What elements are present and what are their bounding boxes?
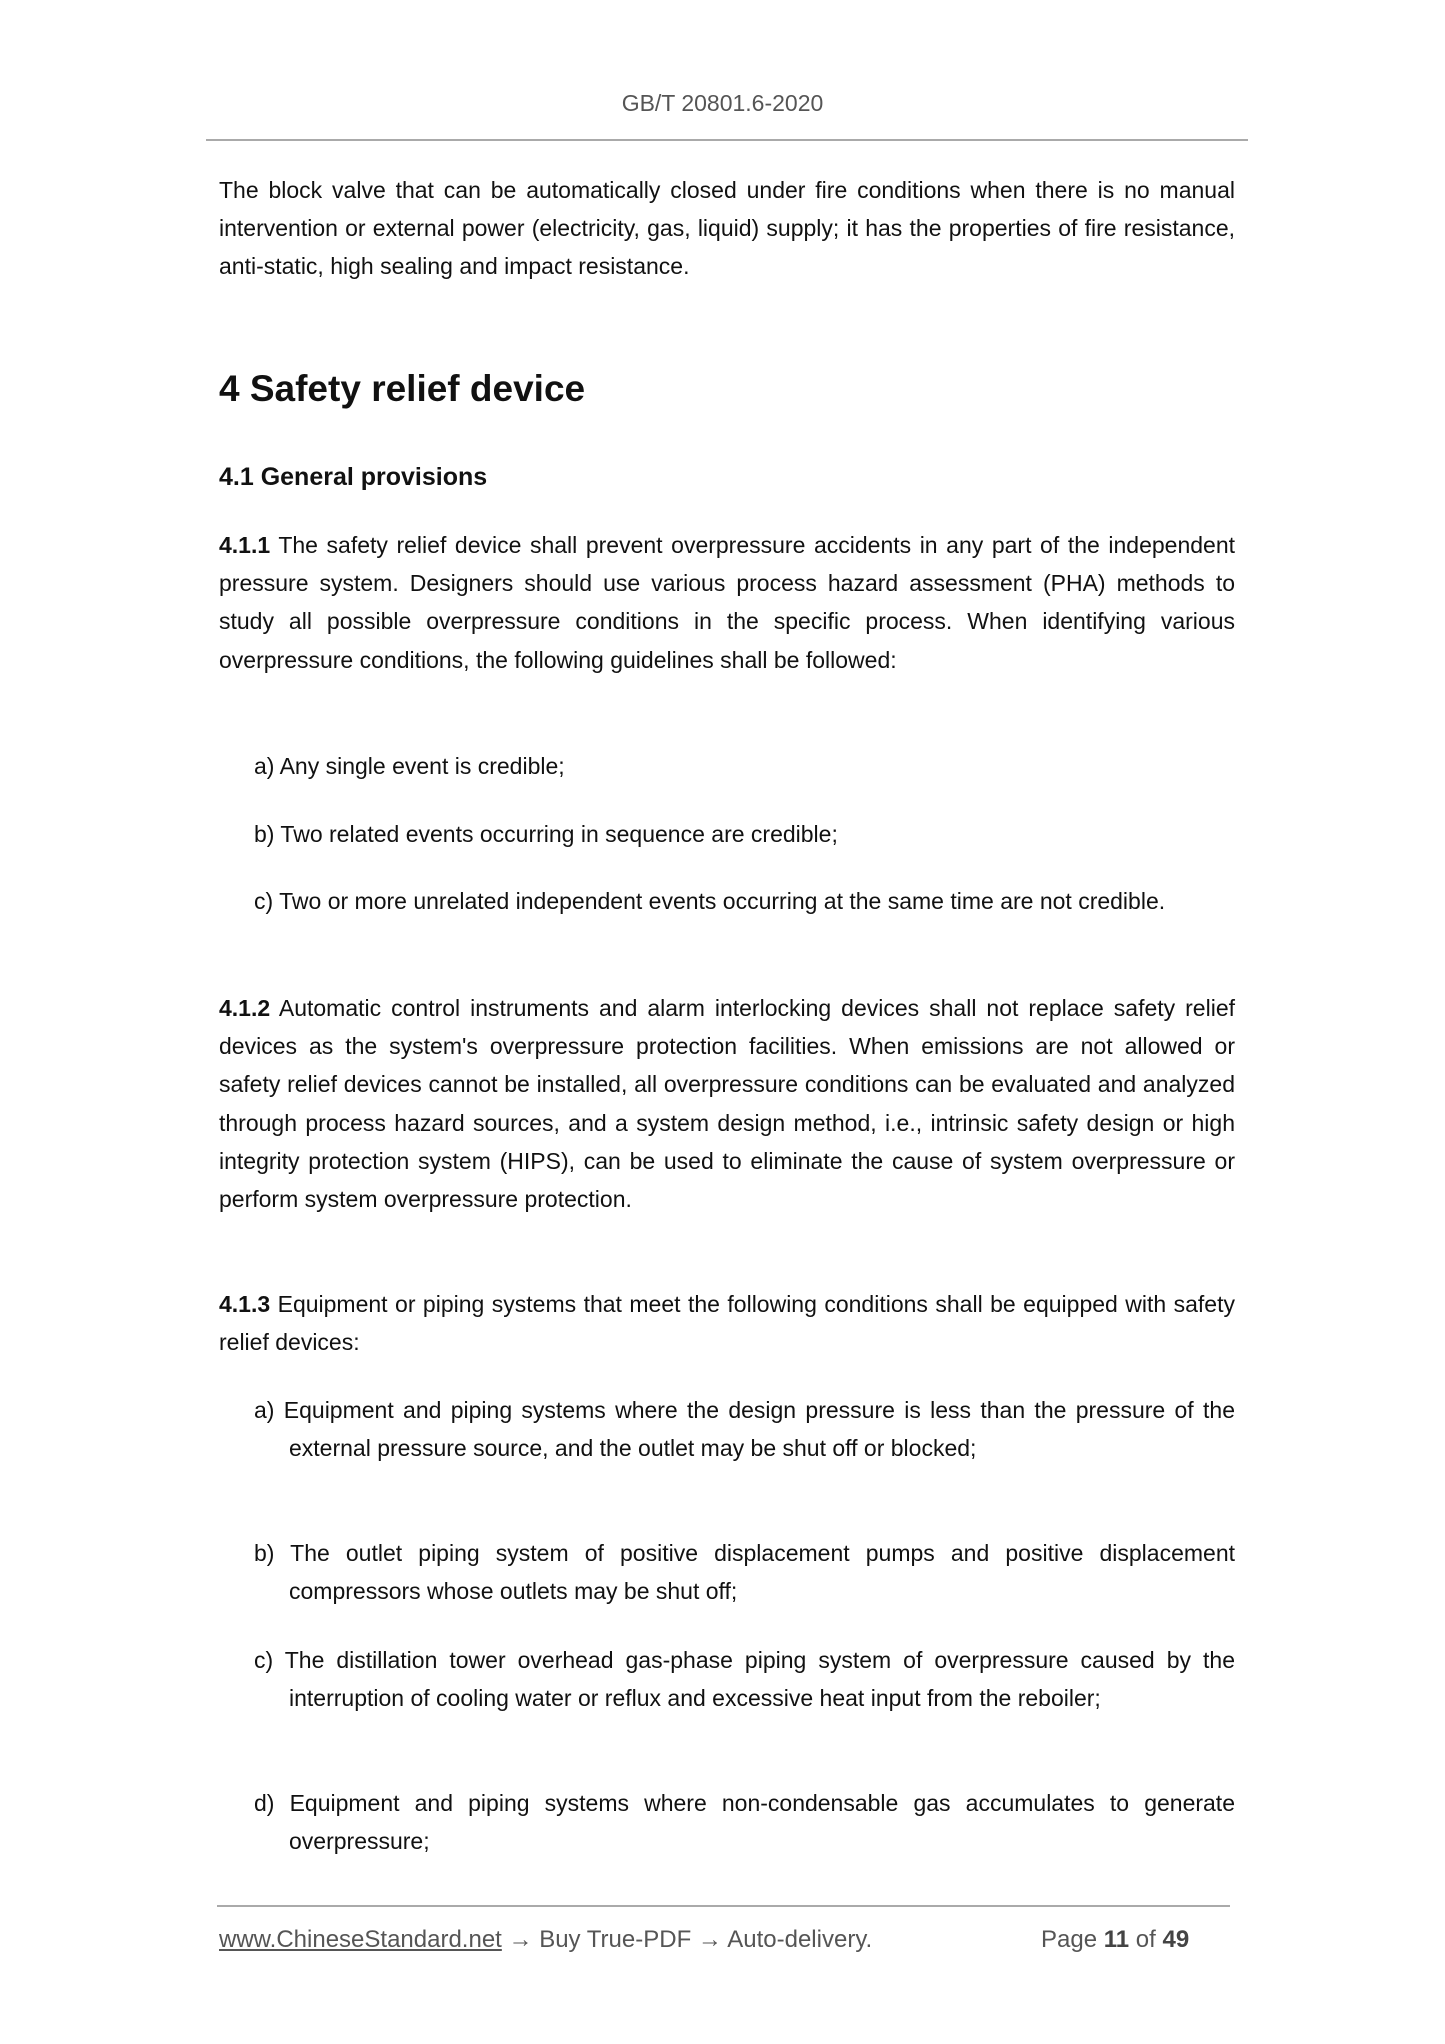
header-divider xyxy=(206,139,1248,141)
list-item: b) Two related events occurring in sequence are credible; xyxy=(254,821,838,847)
total-pages: 49 xyxy=(1162,1926,1190,1953)
list-item: c) The distillation tower overhead gas-phase piping system of overpressure caused by the interruption of cooling water or reflux and excessive heat input from the reboiler; xyxy=(254,1647,1235,1712)
arrow-icon: → xyxy=(508,1926,533,1953)
list-item: a) Any single event is credible; xyxy=(254,753,565,779)
clause-4-1-2 xyxy=(219,989,1235,1218)
list-item: d) Equipment and piping systems where non-condensable gas accumulates to generate overpressure; xyxy=(254,1790,1235,1855)
clause-number: 4.1.2 xyxy=(219,995,271,1021)
document-header: GB/T 20801.6-2020 xyxy=(621,90,824,116)
list-item: b) The outlet piping system of positive displacement pumps and positive displacement compressors whose outlets may be shut off; xyxy=(254,1540,1235,1605)
clause-4-1-3 xyxy=(219,1285,1235,1361)
clause-4-1-1 xyxy=(219,526,1235,679)
subsection-heading: 4.1 General provisions xyxy=(219,463,488,491)
section-heading: 4 Safety relief device xyxy=(219,368,586,409)
clause-number: 4.1.3 xyxy=(219,1291,271,1317)
list-item: a) Equipment and piping systems where the design pressure is less than the pressure of the external pressure source, and the outlet may be shut off or blocked; xyxy=(254,1397,1235,1462)
arrow-icon: → xyxy=(697,1926,722,1953)
footer-divider xyxy=(217,1905,1230,1907)
intro-paragraph: The block valve that can be automatically closed under fire conditions when there is no manual intervention or external power (electricity, gas, liquid) supply; it has the properties of fire resistance, anti-static, high sealing and impact resistance. xyxy=(219,177,1235,280)
page-label: Page xyxy=(1041,1926,1098,1953)
clause-text: Equipment or piping systems that meet the following conditions shall be equipped with safety relief devices: xyxy=(219,1291,1235,1356)
clause-number: 4.1.1 xyxy=(219,532,271,558)
website-link[interactable]: www.ChineseStandard.net xyxy=(219,1926,502,1953)
page-number xyxy=(1041,1926,1189,1954)
clause-text: The safety relief device shall prevent overpressure accidents in any part of the independent pressure system. Designers should use various process hazard assessment (PHA) methods to study all possible overpressure conditions in the specific process. When identifying various overpressure conditions, the following guidelines shall be followed: xyxy=(219,532,1235,673)
of-label: of xyxy=(1135,1926,1156,1953)
current-page: 11 xyxy=(1103,1926,1130,1953)
footer-promo xyxy=(219,1926,872,1954)
clause-text: Automatic control instruments and alarm interlocking devices shall not replace safety relief devices as the system's overpressure protection facilities. When emissions are not allowed or safety relief devices cannot be installed, all overpressure conditions can be evaluated and analyzed through process hazard sources, and a system design method, i.e., intrinsic safety design or high integrity protection system (HIPS), can be used to eliminate the cause of system overpressure or perform system overpressure protection. xyxy=(219,995,1235,1213)
delivery-text: Auto-delivery. xyxy=(727,1926,873,1953)
list-item: c) Two or more unrelated independent events occurring at the same time are not credible. xyxy=(254,888,1166,914)
buy-text: Buy True-PDF xyxy=(539,1926,692,1953)
